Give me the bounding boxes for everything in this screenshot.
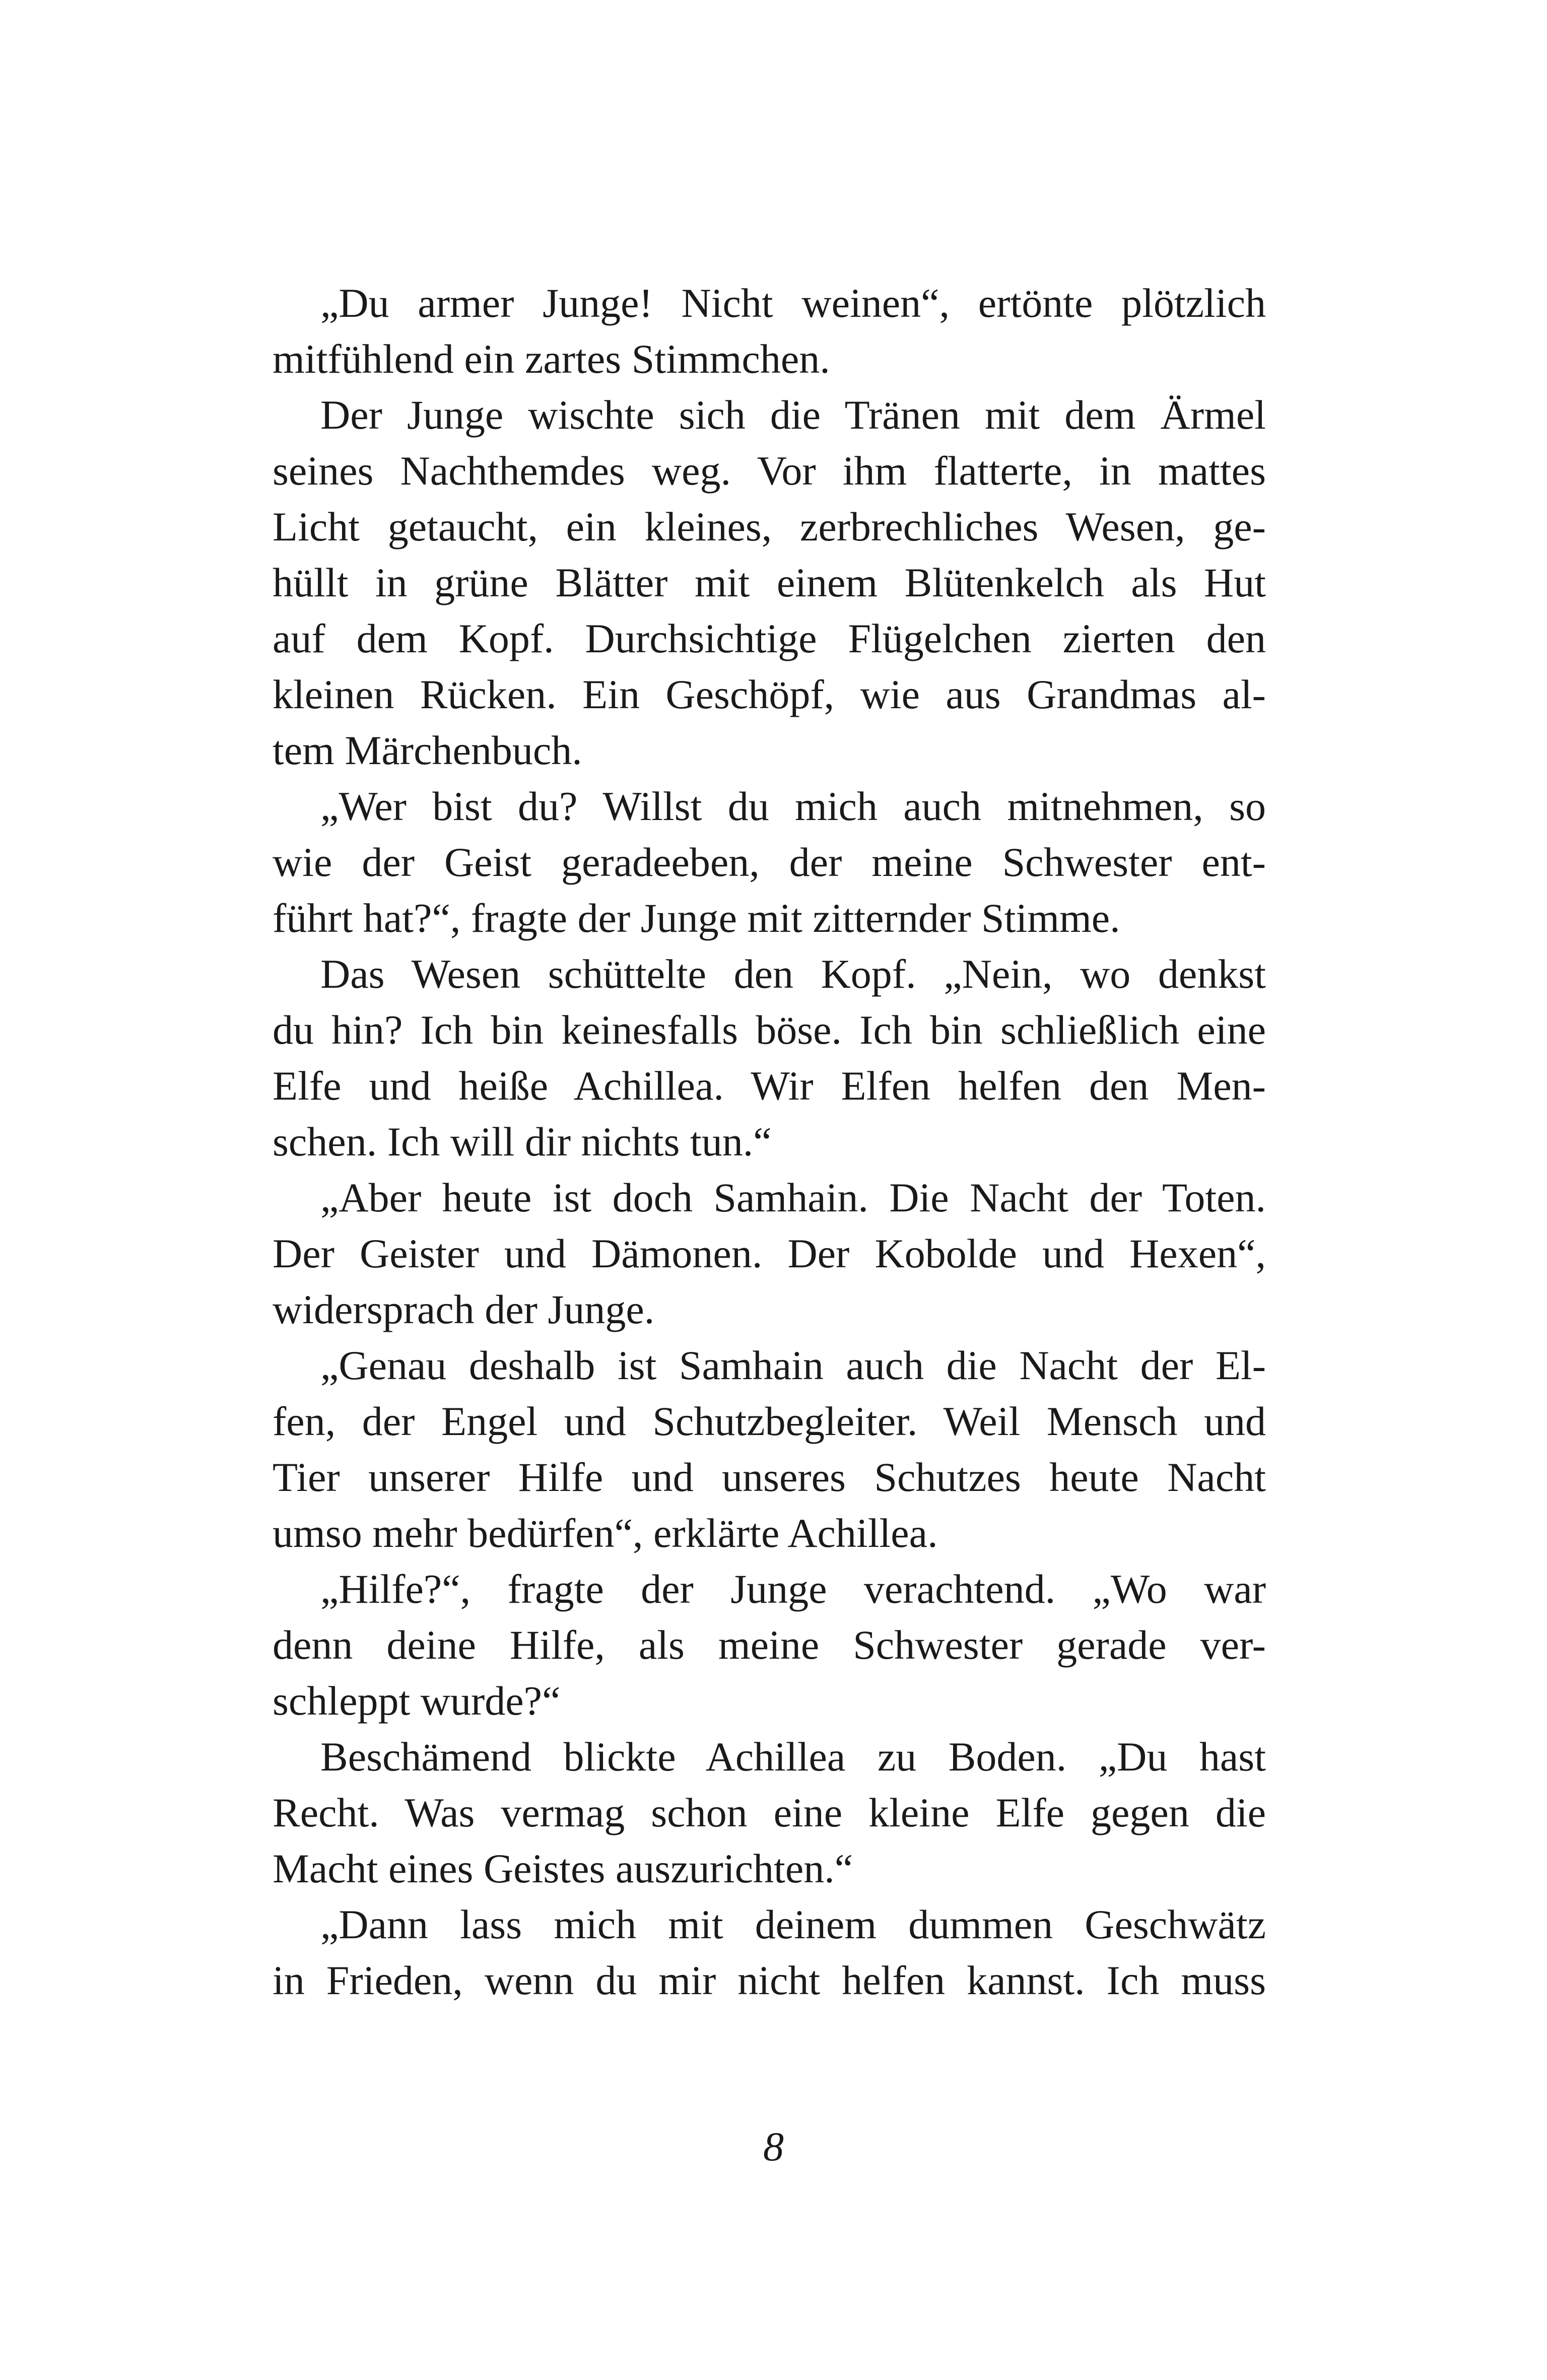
text-line: Beschämend blickte Achillea zu Boden. „Du hast [320, 1734, 1266, 1780]
paragraph [273, 1170, 1266, 1337]
text-line: wie der Geist geradeeben, der meine Schwester ent- [273, 839, 1266, 885]
text-line: fen, der Engel und Schutzbegleiter. Weil Mensch und [273, 1398, 1266, 1444]
paragraph [273, 946, 1266, 1170]
text-line: kleinen Rücken. Ein Geschöpf, wie aus Grandmas al- [273, 671, 1266, 717]
paragraph [273, 1561, 1266, 1729]
text-line: in Frieden, wenn du mir nicht helfen kannst. Ich muss [273, 1957, 1266, 2003]
text-line: „Genau deshalb ist Samhain auch die Nacht der El- [320, 1342, 1266, 1388]
text-line: Elfe und heiße Achillea. Wir Elfen helfen den Men- [273, 1063, 1266, 1109]
text-line: „Dann lass mich mit deinem dummen Geschwätz [320, 1901, 1266, 1947]
text-line: „Aber heute ist doch Samhain. Die Nacht der Toten. [320, 1175, 1266, 1220]
paragraph [273, 387, 1266, 778]
text-line: führt hat?“, fragte der Junge mit zitternder Stimme. [273, 895, 1120, 941]
text-line: tem Märchenbuch. [273, 727, 582, 773]
text-line: Recht. Was vermag schon eine kleine Elfe gegen die [273, 1790, 1266, 1835]
text-line: Der Geister und Dämonen. Der Kobolde und Hexen“, [273, 1231, 1266, 1276]
paragraph [273, 1337, 1266, 1561]
text-line: umso mehr bedürfen“, erklärte Achillea. [273, 1510, 938, 1556]
text-line: Das Wesen schüttelte den Kopf. „Nein, wo denkst [320, 951, 1266, 997]
body-text [273, 275, 1266, 2008]
text-line: schen. Ich will dir nichts tun.“ [273, 1119, 772, 1165]
text-line: seines Nachthemdes weg. Vor ihm flatterte, in mattes [273, 448, 1266, 494]
text-line: du hin? Ich bin keinesfalls böse. Ich bin schließlich eine [273, 1007, 1266, 1053]
text-line: Licht getaucht, ein kleines, zerbrechliches Wesen, ge- [273, 504, 1266, 550]
paragraph [273, 1729, 1266, 1896]
text-line: Der Junge wischte sich die Tränen mit dem Ärmel [320, 392, 1266, 438]
paragraph [273, 1896, 1266, 2008]
text-line: Macht eines Geistes auszurichten.“ [273, 1846, 853, 1891]
text-line: denn deine Hilfe, als meine Schwester gerade ver- [273, 1622, 1266, 1668]
page-number: 8 [763, 2124, 784, 2169]
text-line: Tier unserer Hilfe und unseres Schutzes heute Nacht [273, 1454, 1266, 1500]
text-line: widersprach der Junge. [273, 1286, 655, 1332]
text-line: „Du armer Junge! Nicht weinen“, ertönte plötzlich [320, 280, 1266, 326]
paragraph [273, 778, 1266, 946]
paragraph [273, 275, 1266, 387]
text-line: „Hilfe?“, fragte der Junge verachtend. „Wo war [320, 1566, 1266, 1612]
text-line: hüllt in grüne Blätter mit einem Blütenkelch als Hut [273, 560, 1266, 605]
text-line: „Wer bist du? Willst du mich auch mitnehmen, so [320, 783, 1266, 829]
text-line: schleppt wurde?“ [273, 1678, 561, 1724]
text-line: mitfühlend ein zartes Stimmchen. [273, 336, 830, 382]
text-line: auf dem Kopf. Durchsichtige Flügelchen zierten den [273, 616, 1266, 661]
